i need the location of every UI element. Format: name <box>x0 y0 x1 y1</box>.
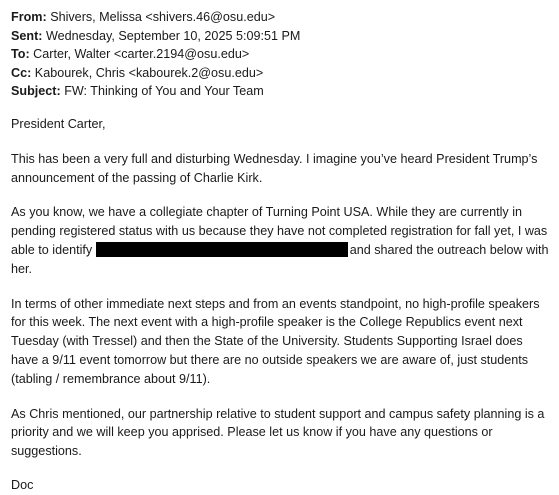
paragraph-1: This has been a very full and disturbing Wednesday. I imagine you’ve heard President Trump’s announcement of the passing of Charlie Kirk. <box>11 151 538 185</box>
subject-value: FW: Thinking of You and Your Team <box>64 84 264 99</box>
cc-line <box>11 64 551 83</box>
paragraph-4: As Chris mentioned, our partnership relative to student support and campus safety planning is a priority and we will keep you apprised. Please let us know if you have any questions or suggestions. <box>11 406 545 459</box>
redaction-block <box>96 242 348 257</box>
sent-label: Sent: <box>11 28 43 43</box>
from-label: From: <box>11 10 47 24</box>
sent-line <box>11 27 551 46</box>
from-value: Shivers, Melissa <shivers.46@osu.edu> <box>50 10 276 24</box>
paragraph-3: In terms of other immediate next steps and from an events standpoint, no high-profile speakers for this week. The next event with a high-profile speaker is the College Republics event next Tuesday (with Tressel) and then the State of the University. Students Supporting Israel does have a 9/11 event tomorrow but there are no outside speakers we are aware of, just students (tabling / remembrance about 9/11). <box>11 296 540 386</box>
to-label: To: <box>11 47 30 62</box>
cc-label: Cc: <box>11 65 32 80</box>
cc-value: Kabourek, Chris <kabourek.2@osu.edu> <box>34 65 264 80</box>
salutation: President Carter, <box>11 116 106 131</box>
subject-label: Subject: <box>11 84 61 99</box>
email-message <box>11 8 551 495</box>
to-value: Carter, Walter <carter.2194@osu.edu> <box>33 47 250 62</box>
from-line <box>11 8 551 27</box>
signature: Doc <box>11 477 34 492</box>
paragraph-2 <box>11 203 551 278</box>
paragraph-2-text-before: As you know, we have a collegiate chapter of Turning Point USA. While they are currently in pending registered status with us because they have not completed registration for fall yet, I was able to identify <box>11 205 548 257</box>
paragraph-2-text-after: and shared the outreach below with her. <box>11 242 549 276</box>
to-line <box>11 45 551 64</box>
subject-line <box>11 82 551 101</box>
sent-value: Wednesday, September 10, 2025 5:09:51 PM <box>45 28 301 43</box>
email-headers <box>11 8 551 101</box>
